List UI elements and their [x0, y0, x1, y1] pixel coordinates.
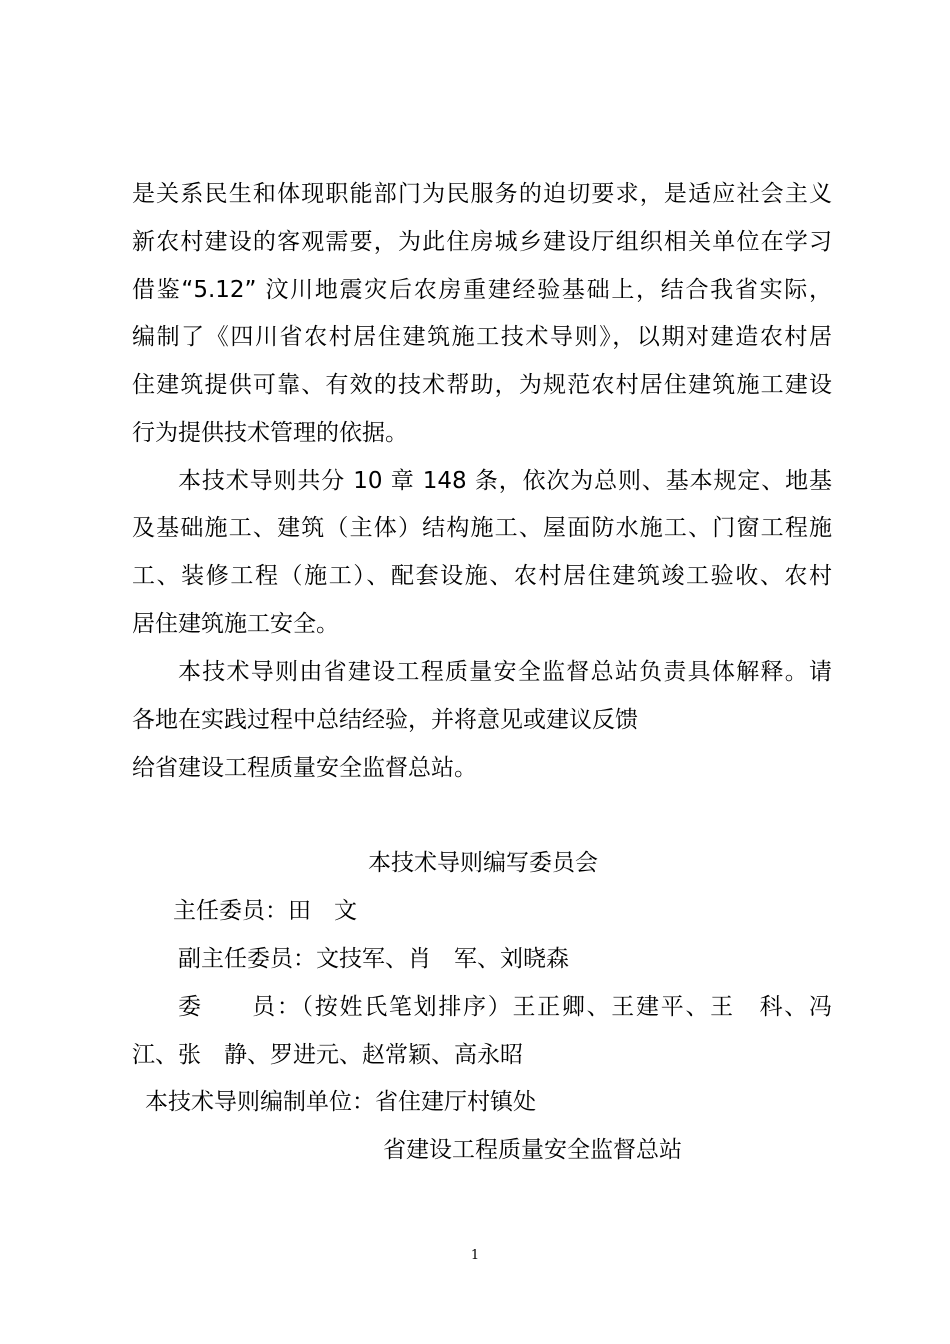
- paragraph3-line1: 本技术导则由省建设工程质量安全监督总站负责具体解释。请: [178, 659, 832, 685]
- paragraph1-line1: 是关系民生和体现职能部门为民服务的迫切要求，是适应社会主义: [132, 181, 832, 207]
- paragraph2-line1: 本技术导则共分 10 章 148 条，依次为总则、基本规定、地基: [178, 468, 832, 494]
- paragraph2-line2: 及基础施工、建筑（主体）结构施工、屋面防水施工、门窗工程施: [132, 515, 832, 541]
- paragraph1-line4: 编制了《四川省农村居住建筑施工技术导则》，以期对建造农村居: [132, 324, 832, 350]
- committee-members-line1: 委 员：（按姓氏笔划排序）王正卿、王建平、王 科、冯: [178, 994, 832, 1020]
- page-number: 1: [470, 1248, 480, 1263]
- committee-director: 主任委员：田 文: [173, 898, 357, 924]
- paragraph3-line2: 各地在实践过程中总结经验，并将意见或建议反馈: [132, 707, 638, 733]
- committee-deputy: 副主任委员：文技军、肖 军、刘晓森: [178, 946, 569, 972]
- committee-title: 本技术导则编写委员会: [368, 850, 598, 876]
- committee-members-line2: 江、张 静、罗进元、赵常颖、高永昭: [132, 1042, 523, 1068]
- compiling-unit-line1: 本技术导则编制单位：省住建厅村镇处: [145, 1089, 536, 1115]
- paragraph3-line3: 给省建设工程质量安全监督总站。: [132, 755, 477, 781]
- paragraph2-line4: 居住建筑施工安全。: [132, 611, 339, 637]
- paragraph1-line5: 住建筑提供可靠、有效的技术帮助，为规范农村居住建筑施工建设: [132, 372, 832, 398]
- compiling-unit-line2: 省建设工程质量安全监督总站: [383, 1137, 682, 1163]
- paragraph1-line6: 行为提供技术管理的依据。: [132, 420, 408, 446]
- paragraph1-line3: 借鉴“5.12” 汶川地震灾后农房重建经验基础上，结合我省实际，: [132, 277, 832, 303]
- paragraph2-line3: 工、装修工程（施工）、配套设施、农村居住建筑竣工验收、农村: [132, 563, 832, 589]
- paragraph1-line2: 新农村建设的客观需要，为此住房城乡建设厅组织相关单位在学习: [132, 229, 832, 255]
